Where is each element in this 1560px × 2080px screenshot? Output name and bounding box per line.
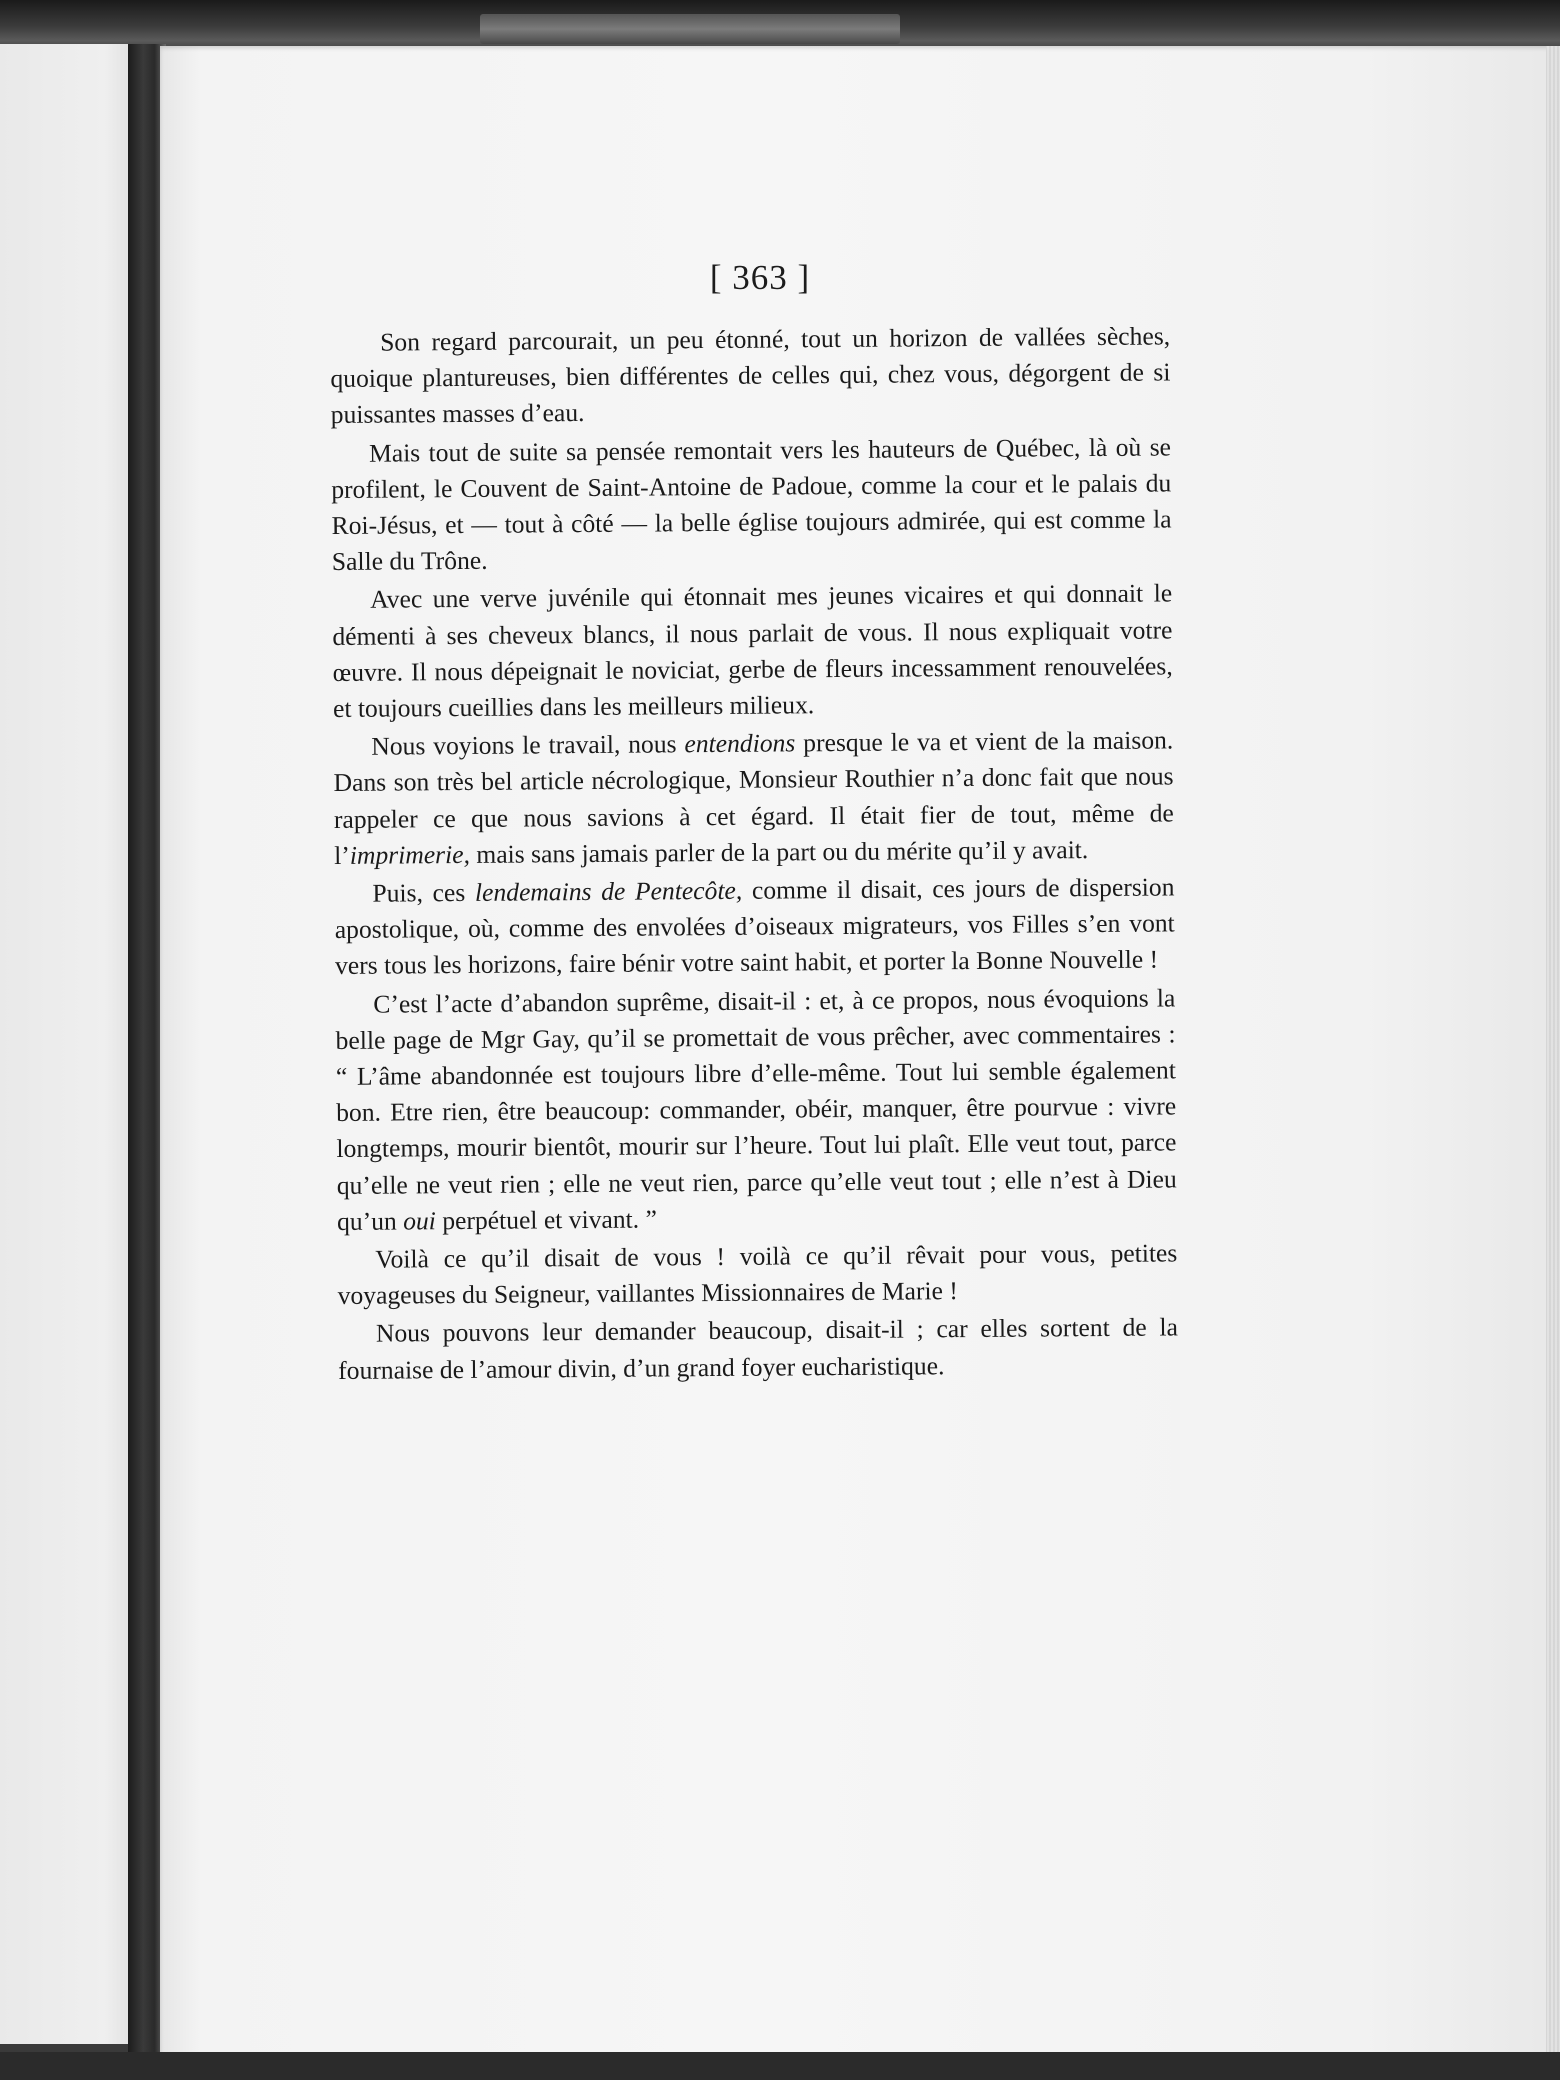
italic-text-run: lendemains de Pentecôte, xyxy=(474,875,743,907)
text-run: Voilà ce qu’il disait de vous ! voilà ce qu’il rêvait pour vous, petites voyageuses du Seigneur, vaillantes Missionnaires de Marie ! xyxy=(337,1238,1178,1311)
italic-text-run: imprimerie, xyxy=(349,839,471,870)
text-run: Avec une verve juvénile qui étonnait mes jeunes vicaires et qui donnait le démenti à ses cheveux blancs, il nous parlait de vous. Il nous expliquait votre œuvre. Il nous dépeignait le noviciat, gerbe de fleurs incessamment renouvelées, et toujours cueillies dans les meilleurs milieux. xyxy=(332,578,1173,724)
text-run: Mais tout de suite sa pensée remontait vers les hauteurs de Québec, là où se profilent, le Couvent de Saint-Antoine de Padoue, comme la cour et le palais du Roi-Jésus, et — tout à côté — la belle église toujours admirée, qui est comme la Salle du Trône. xyxy=(331,432,1172,577)
text-run: Puis, ces xyxy=(372,877,476,908)
text-run: Nous voyions le travail, nous xyxy=(371,729,685,761)
paragraph xyxy=(334,869,1175,984)
italic-text-run: oui xyxy=(403,1206,436,1236)
text-run: C’est l’acte d’abandon suprême, disait-il : et, à ce propos, nous évoquions la belle page de Mgr Gay, qu’il se promettait de vous prêcher, avec commentaires : “ L’âme abandonnée est toujours libre d’elle-même. Tout lui semble également bon. Etre rien, être beaucoup: commander, obéir, manquer, être pourvue : vivre longtemps, mourir bientôt, mourir sur l’heure. Tout lui plaît. Elle veut tout, parce qu’elle ne veut rien ; elle ne veut rien, parce qu’elle veut tout ; elle n’est à Dieu qu’un xyxy=(335,983,1177,1236)
paragraph xyxy=(330,318,1171,433)
body-text xyxy=(330,318,1178,1388)
text-run: mais sans jamais parler de la part ou du mérite qu’il y avait. xyxy=(469,834,1089,869)
scanner-bottom-edge xyxy=(0,2052,1560,2080)
paragraph xyxy=(333,723,1174,874)
paragraph xyxy=(338,1310,1179,1389)
text-run: Son regard parcourait, un peu étonné, tout un horizon de vallées sèches, quoique plantureuses, bien différentes de celles qui, chez vous, dégorgent de si puissantes masses d’eau. xyxy=(330,321,1171,430)
italic-text-run: entendions xyxy=(684,728,796,759)
binding-clip xyxy=(480,14,900,44)
text-run: perpétuel et vivant. ” xyxy=(435,1204,657,1236)
paragraph xyxy=(335,980,1177,1240)
paragraph xyxy=(331,429,1172,580)
page-number: [ 363 ] xyxy=(709,258,811,297)
text-run: Nous pouvons leur demander beaucoup, disait-il ; car elles sortent de la fournaise de l’amour divin, d’un grand foyer eucharistique. xyxy=(338,1312,1179,1385)
text-run: presque le va et vient de la maison. Dans son très bel article nécrologique, Monsieur Routhier n’a donc fait que nous rappeler ce que nous savions à cet égard. Il était fier de tout, même de l’ xyxy=(333,725,1174,870)
paragraph xyxy=(332,576,1173,727)
paragraph xyxy=(337,1235,1178,1314)
text-run: comme il disait, ces jours de dispersion apostolique, où, comme des envolées d’oiseaux migrateurs, vos Filles s’en vont vers tous les horizons, faire bénir votre saint habit, et porter la Bonne Nouvelle ! xyxy=(334,872,1175,981)
page-stack-edge xyxy=(1546,46,1560,2056)
